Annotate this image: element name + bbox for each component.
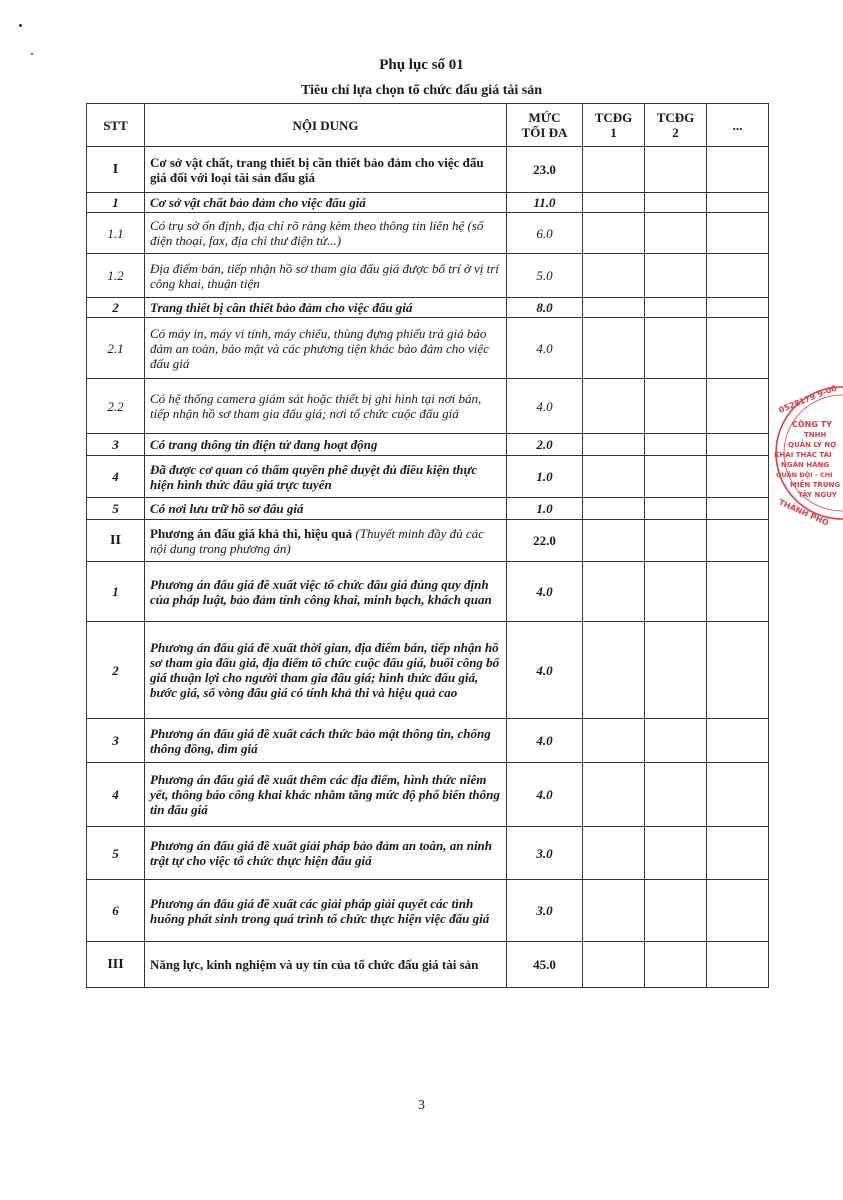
header-org-1: TCĐG 1: [583, 104, 645, 147]
row-stt: 2.1: [87, 318, 145, 379]
row-stt: 3: [87, 434, 145, 456]
stamp-text-line: KHAI THÁC TÀI: [774, 451, 832, 459]
row-stt: 2: [87, 298, 145, 318]
header-more: ...: [707, 104, 769, 147]
row-content: Phương án đấu giá đề xuất thời gian, địa điểm bán, tiếp nhận hồ sơ tham gia đấu giá, địa điểm tổ chức cuộc đấu giá, buổi công bố giá thuận lợi cho người tham gia đấu giá; hình thức đấu giá, bước giá, số vòng đấu giá có tính khả thi và hiệu quả cao: [145, 622, 507, 719]
score-cell-more: [707, 434, 769, 456]
table-row: [87, 827, 769, 880]
row-stt: 3: [87, 719, 145, 763]
row-content: Có trụ sở ổn định, địa chỉ rõ ràng kèm theo thông tin liên hệ (số điện thoại, fax, địa chỉ thư điện tử...): [145, 213, 507, 254]
table-row: [87, 880, 769, 942]
row-max-score: 4.0: [507, 318, 583, 379]
page-number: 3: [418, 1098, 425, 1113]
table-row: [87, 318, 769, 379]
table-title: Tiêu chí lựa chọn tổ chức đấu giá tài sản: [301, 83, 542, 98]
score-cell-more: [707, 147, 769, 193]
score-cell-more: [707, 318, 769, 379]
score-cell-org-1: [583, 318, 645, 379]
row-stt: 2: [87, 622, 145, 719]
score-cell-org-2: [645, 719, 707, 763]
row-content: Có nơi lưu trữ hồ sơ đấu giá: [145, 498, 507, 520]
score-cell-more: [707, 763, 769, 827]
row-content: Trang thiết bị cần thiết bảo đảm cho việc đấu giá: [145, 298, 507, 318]
stamp-text-line: CÔNG TY: [792, 420, 832, 429]
row-stt: 1.2: [87, 254, 145, 298]
score-cell-org-1: [583, 434, 645, 456]
row-content-note: (Thuyết minh đầy đủ các nội dung trong phương án): [150, 525, 484, 556]
table-row: [87, 434, 769, 456]
score-cell-org-1: [583, 827, 645, 880]
row-content: Có máy in, máy vi tính, máy chiếu, thùng đựng phiếu trả giá bảo đảm an toàn, bảo mật và các phương tiện khác bảo đảm cho việc đấu giá: [145, 318, 507, 379]
table-row: [87, 622, 769, 719]
criteria-table: [86, 103, 769, 988]
score-cell-more: [707, 498, 769, 520]
table-row: [87, 763, 769, 827]
score-cell-more: [707, 213, 769, 254]
score-cell-org-2: [645, 434, 707, 456]
row-max-score: 4.0: [507, 763, 583, 827]
score-cell-org-2: [645, 520, 707, 562]
score-cell-org-2: [645, 622, 707, 719]
score-cell-more: [707, 562, 769, 622]
score-cell-org-1: [583, 622, 645, 719]
table-row: [87, 562, 769, 622]
row-stt: 2.2: [87, 379, 145, 434]
score-cell-org-2: [645, 379, 707, 434]
row-max-score: 4.0: [507, 562, 583, 622]
row-stt: III: [87, 942, 145, 988]
score-cell-org-2: [645, 193, 707, 213]
row-max-score: 2.0: [507, 434, 583, 456]
company-stamp: [768, 378, 843, 528]
table-header-row: [87, 104, 769, 147]
score-cell-org-1: [583, 942, 645, 988]
row-max-score: 8.0: [507, 298, 583, 318]
table-row: [87, 193, 769, 213]
score-cell-more: [707, 719, 769, 763]
scan-dot: [31, 53, 33, 55]
score-cell-more: [707, 622, 769, 719]
score-cell-org-1: [583, 213, 645, 254]
table-row: [87, 298, 769, 318]
row-stt: 1.1: [87, 213, 145, 254]
score-cell-org-1: [583, 379, 645, 434]
table-row: [87, 520, 769, 562]
row-max-score: 22.0: [507, 520, 583, 562]
score-cell-more: [707, 827, 769, 880]
row-stt: 5: [87, 827, 145, 880]
row-content: Đã được cơ quan có thẩm quyền phê duyệt đủ điều kiện thực hiện hình thức đấu giá trực tuyến: [145, 456, 507, 498]
row-content: Phương án đấu giá đề xuất giải pháp bảo đảm an toàn, an ninh trật tự cho việc tổ chức thực hiện đấu giá: [145, 827, 507, 880]
table-row: [87, 942, 769, 988]
score-cell-org-1: [583, 193, 645, 213]
row-content: Năng lực, kinh nghiệm và uy tín của tổ chức đấu giá tài sản: [145, 942, 507, 988]
appendix-title: Phụ lục số 01: [379, 57, 464, 73]
stamp-text-city: THÀNH PHỐ: [777, 497, 831, 528]
score-cell-org-2: [645, 456, 707, 498]
score-cell-org-2: [645, 562, 707, 622]
row-max-score: 4.0: [507, 379, 583, 434]
score-cell-org-2: [645, 763, 707, 827]
row-stt: 4: [87, 456, 145, 498]
row-max-score: 11.0: [507, 193, 583, 213]
table-row: [87, 498, 769, 520]
score-cell-org-2: [645, 318, 707, 379]
score-cell-more: [707, 254, 769, 298]
score-cell-org-1: [583, 763, 645, 827]
row-max-score: 45.0: [507, 942, 583, 988]
row-stt: 6: [87, 880, 145, 942]
row-max-score: 5.0: [507, 254, 583, 298]
score-cell-more: [707, 880, 769, 942]
score-cell-more: [707, 942, 769, 988]
row-max-score: 6.0: [507, 213, 583, 254]
row-content: Có trang thông tin điện tử đang hoạt động: [145, 434, 507, 456]
score-cell-org-1: [583, 147, 645, 193]
score-cell-org-2: [645, 254, 707, 298]
table-row: [87, 147, 769, 193]
row-content: Phương án đấu giá đề xuất thêm các địa điểm, hình thức niêm yết, thông báo công khai khác nhằm tăng mức độ phổ biến thông tin đấu giá: [145, 763, 507, 827]
header-max-score: MỨC TỐI ĐA: [507, 104, 583, 147]
row-max-score: 3.0: [507, 827, 583, 880]
score-cell-org-2: [645, 880, 707, 942]
stamp-text-line: TNHH: [804, 431, 827, 439]
stamp-text-line: NGÂN HÀNG: [781, 461, 830, 469]
table-row: [87, 213, 769, 254]
row-max-score: 1.0: [507, 498, 583, 520]
stamp-text-line: QUÂN ĐỘI - CHI: [776, 471, 833, 479]
table-row: [87, 456, 769, 498]
score-cell-org-1: [583, 498, 645, 520]
table-row: [87, 254, 769, 298]
score-cell-org-1: [583, 562, 645, 622]
row-content: Phương án đấu giá đề xuất việc tổ chức đấu giá đúng quy định của pháp luật, bảo đảm tính công khai, minh bạch, khách quan: [145, 562, 507, 622]
row-content: Địa điểm bán, tiếp nhận hồ sơ tham gia đấu giá được bố trí ở vị trí công khai, thuận tiện: [145, 254, 507, 298]
score-cell-more: [707, 456, 769, 498]
score-cell-org-2: [645, 147, 707, 193]
score-cell-more: [707, 193, 769, 213]
table-row: [87, 719, 769, 763]
score-cell-org-1: [583, 254, 645, 298]
header-org-2: TCĐG 2: [645, 104, 707, 147]
score-cell-more: [707, 379, 769, 434]
row-content: Phương án đấu giá khả thi, hiệu quả (Thuyết minh đầy đủ các nội dung trong phương án): [145, 520, 507, 562]
row-max-score: 3.0: [507, 880, 583, 942]
row-stt: 4: [87, 763, 145, 827]
stamp-text-line: QUẢN LÝ NỢ: [788, 441, 837, 449]
score-cell-org-2: [645, 942, 707, 988]
stamp-text-code: 0528179 9-00: [777, 383, 839, 415]
row-max-score: 1.0: [507, 456, 583, 498]
stamp-text-line: TÂY NGUY: [798, 491, 837, 499]
row-content: Phương án đấu giá đề xuất các giải pháp giải quyết các tình huống phát sinh trong quá trình tổ chức thực hiện việc đấu giá: [145, 880, 507, 942]
scan-dot: [19, 24, 22, 27]
score-cell-org-1: [583, 520, 645, 562]
row-stt: II: [87, 520, 145, 562]
table-row: [87, 379, 769, 434]
score-cell-org-1: [583, 719, 645, 763]
row-stt: 1: [87, 193, 145, 213]
score-cell-org-1: [583, 298, 645, 318]
row-content: Phương án đấu giá đề xuất cách thức bảo mật thông tin, chống thông đồng, dìm giá: [145, 719, 507, 763]
row-content: Cơ sở vật chất, trang thiết bị cần thiết bảo đảm cho việc đấu giá đối với loại tài sản đấu giá: [145, 147, 507, 193]
row-content: Có hệ thống camera giám sát hoặc thiết bị ghi hình tại nơi bán, tiếp nhận hồ sơ tham gia đấu giá; nơi tổ chức cuộc đấu giá: [145, 379, 507, 434]
row-max-score: 4.0: [507, 622, 583, 719]
row-stt: 1: [87, 562, 145, 622]
header-content: NỘI DUNG: [145, 104, 507, 147]
score-cell-more: [707, 298, 769, 318]
score-cell-org-2: [645, 827, 707, 880]
score-cell-org-1: [583, 456, 645, 498]
score-cell-more: [707, 520, 769, 562]
header-stt: STT: [87, 104, 145, 147]
row-max-score: 4.0: [507, 719, 583, 763]
score-cell-org-1: [583, 880, 645, 942]
row-stt: 5: [87, 498, 145, 520]
row-content: Cơ sở vật chất bảo đảm cho việc đấu giá: [145, 193, 507, 213]
row-stt: I: [87, 147, 145, 193]
score-cell-org-2: [645, 498, 707, 520]
score-cell-org-2: [645, 298, 707, 318]
score-cell-org-2: [645, 213, 707, 254]
stamp-text-line: MIỀN TRUNG: [790, 481, 841, 489]
row-max-score: 23.0: [507, 147, 583, 193]
